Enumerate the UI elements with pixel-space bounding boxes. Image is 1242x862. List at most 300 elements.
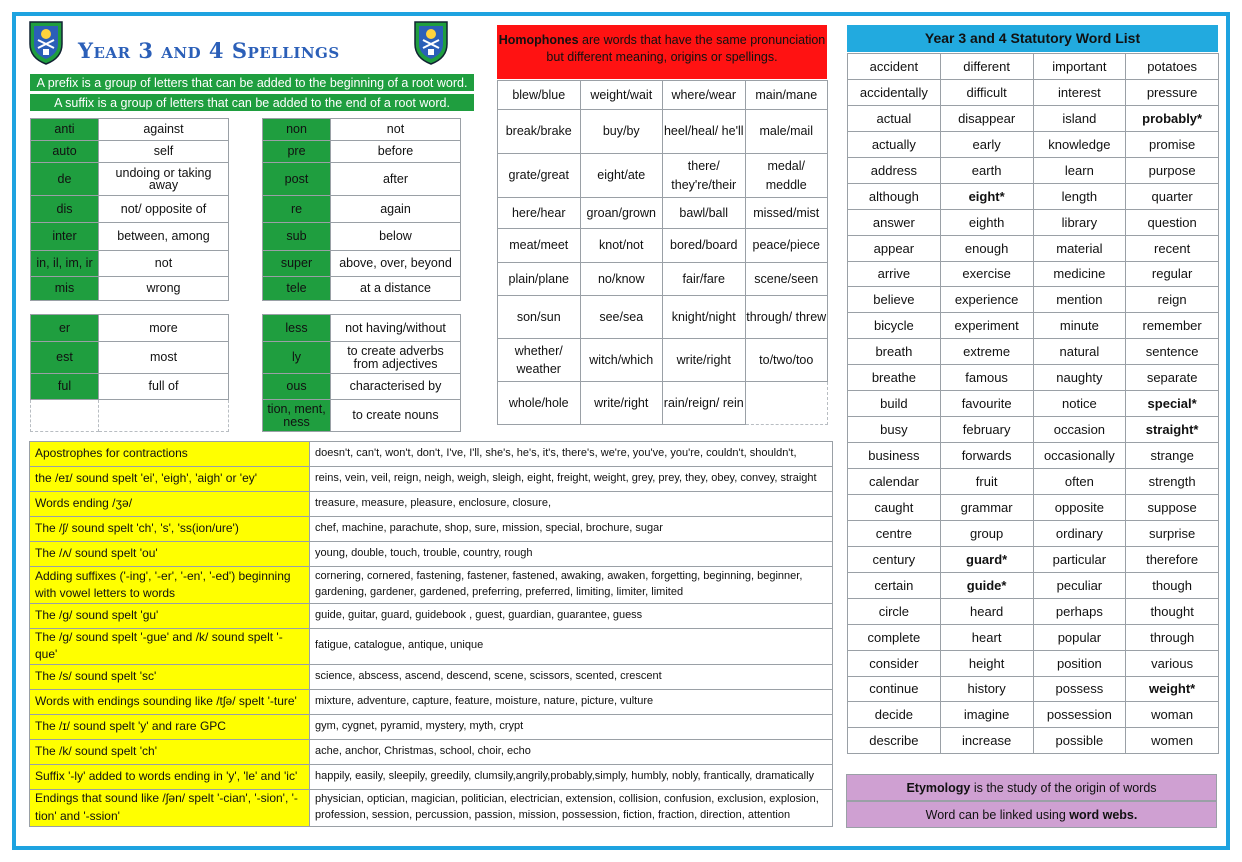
- statutory-word: eight*: [940, 183, 1033, 209]
- suffix-row-empty: [31, 400, 229, 432]
- homophone-pair: main/mane: [745, 81, 828, 110]
- prefix-affix: tele: [263, 277, 331, 301]
- prefix-affix: de: [31, 163, 99, 196]
- statutory-word: possible: [1033, 728, 1126, 754]
- prefix-row: [263, 141, 461, 163]
- statutory-word: potatoes: [1126, 54, 1219, 80]
- suffix-meaning: to create nouns: [331, 400, 461, 432]
- rule-description: Suffix '-ly' added to words ending in 'y', 'le' and 'ic': [30, 764, 310, 789]
- statutory-word: circle: [848, 598, 941, 624]
- rule-row: [30, 517, 833, 542]
- statutory-word: question: [1126, 209, 1219, 235]
- rule-examples: gym, cygnet, pyramid, mystery, myth, crypt: [310, 714, 833, 739]
- homophone-pair: meat/meet: [498, 229, 581, 263]
- statutory-row: [848, 572, 1219, 598]
- statutory-row: [848, 494, 1219, 520]
- etymology-definition: [846, 774, 1217, 801]
- homophone-pair: break/brake: [498, 110, 581, 154]
- suffix-meaning: to create adverbs from adjectives: [331, 342, 461, 374]
- rule-row: [30, 442, 833, 467]
- homophone-pair: missed/mist: [745, 198, 828, 229]
- prefix-row: [263, 196, 461, 223]
- statutory-word: grammar: [940, 494, 1033, 520]
- prefix-row: [31, 251, 229, 277]
- statutory-word: increase: [940, 728, 1033, 754]
- statutory-word: arrive: [848, 261, 941, 287]
- prefix-affix: mis: [31, 277, 99, 301]
- prefix-affix: anti: [31, 119, 99, 141]
- prefix-row: [31, 223, 229, 251]
- statutory-row: [848, 287, 1219, 313]
- prefix-meaning: after: [331, 163, 461, 196]
- statutory-word: straight*: [1126, 417, 1219, 443]
- statutory-word: peculiar: [1033, 572, 1126, 598]
- rule-description: Words ending /ʒə/: [30, 492, 310, 517]
- statutory-row: [848, 131, 1219, 157]
- statutory-row: [848, 105, 1219, 131]
- rule-description: The /g/ sound spelt '-gue' and /k/ sound spelt '-que': [30, 629, 310, 665]
- prefix-row: [263, 223, 461, 251]
- homophone-pair: plain/plane: [498, 263, 581, 296]
- statutory-word: build: [848, 391, 941, 417]
- statutory-row: [848, 676, 1219, 702]
- homophone-pair: male/mail: [745, 110, 828, 154]
- statutory-word: address: [848, 157, 941, 183]
- statutory-word: ordinary: [1033, 520, 1126, 546]
- statutory-row: [848, 339, 1219, 365]
- rule-examples: fatigue, catalogue, antique, unique: [310, 629, 833, 665]
- statutory-word: quarter: [1126, 183, 1219, 209]
- homophone-pair: no/know: [580, 263, 663, 296]
- statutory-row: [848, 702, 1219, 728]
- homophone-pair: write/right: [580, 382, 663, 425]
- homophone-pair: see/sea: [580, 296, 663, 339]
- prefix-meaning: below: [331, 223, 461, 251]
- homophones-table: [497, 80, 828, 425]
- statutory-row: [848, 261, 1219, 287]
- spelling-rules-table: [29, 441, 833, 827]
- statutory-word: difficult: [940, 79, 1033, 105]
- homophone-pair: [745, 382, 828, 425]
- rule-examples: treasure, measure, pleasure, enclosure, closure,: [310, 492, 833, 517]
- homophone-row: [498, 263, 828, 296]
- statutory-word: remember: [1126, 313, 1219, 339]
- rule-examples: reins, vein, veil, reign, neigh, weigh, sleigh, eight, freight, weight, grey, prey, they, obey, convey, straight: [310, 467, 833, 492]
- statutory-word: famous: [940, 365, 1033, 391]
- etymology-term: Etymology: [906, 781, 971, 795]
- statutory-word: library: [1033, 209, 1126, 235]
- suffix-meaning: full of: [99, 374, 229, 400]
- homophone-pair: here/hear: [498, 198, 581, 229]
- homophone-pair: son/sun: [498, 296, 581, 339]
- statutory-word: interest: [1033, 79, 1126, 105]
- homophone-pair: witch/which: [580, 339, 663, 382]
- homophone-pair: peace/piece: [745, 229, 828, 263]
- statutory-word: accident: [848, 54, 941, 80]
- homophone-pair: scene/seen: [745, 263, 828, 296]
- rule-description: The /ʃ/ sound spelt 'ch', 's', 'ss(ion/ure'): [30, 517, 310, 542]
- homophones-heading-term: Homophones: [498, 33, 579, 47]
- statutory-row: [848, 235, 1219, 261]
- statutory-word: minute: [1033, 313, 1126, 339]
- statutory-heading: Year 3 and 4 Statutory Word List: [847, 25, 1218, 52]
- suffix-affix: tion, ment, ness: [263, 400, 331, 432]
- rule-examples: doesn't, can't, won't, don't, I've, I'll, she's, he's, it's, there's, we're, you've, you're, couldn't, shouldn't,: [310, 442, 833, 467]
- rule-description: Words with endings sounding like /tʃə/ spelt '-ture': [30, 689, 310, 714]
- homophone-pair: eight/ate: [580, 154, 663, 198]
- rule-row: [30, 764, 833, 789]
- rule-row: [30, 689, 833, 714]
- rule-description: The /k/ sound spelt 'ch': [30, 739, 310, 764]
- homophone-row: [498, 81, 828, 110]
- homophone-pair: where/wear: [663, 81, 746, 110]
- statutory-word: february: [940, 417, 1033, 443]
- prefix-affix: post: [263, 163, 331, 196]
- homophone-pair: to/two/too: [745, 339, 828, 382]
- prefix-row: [263, 163, 461, 196]
- statutory-word: complete: [848, 624, 941, 650]
- statutory-word: important: [1033, 54, 1126, 80]
- prefix-row: [31, 119, 229, 141]
- prefix-affix: super: [263, 251, 331, 277]
- statutory-word: answer: [848, 209, 941, 235]
- statutory-word: weight*: [1126, 676, 1219, 702]
- statutory-word: purpose: [1126, 157, 1219, 183]
- homophone-pair: rain/reign/ rein: [663, 382, 746, 425]
- statutory-word: opposite: [1033, 494, 1126, 520]
- rule-description: The /s/ sound spelt 'sc': [30, 664, 310, 689]
- statutory-word: group: [940, 520, 1033, 546]
- rule-examples: happily, easily, sleepily, greedily, clumsily,angrily,probably,simply, humbly, nobly, frantically, dramatically: [310, 764, 833, 789]
- prefix-meaning: undoing or taking away: [99, 163, 229, 196]
- statutory-word: strength: [1126, 469, 1219, 495]
- statutory-word: natural: [1033, 339, 1126, 365]
- prefix-affix: auto: [31, 141, 99, 163]
- prefix-meaning: not/ opposite of: [99, 196, 229, 223]
- prefix-row: [31, 141, 229, 163]
- prefix-meaning: not: [331, 119, 461, 141]
- statutory-word: although: [848, 183, 941, 209]
- rule-examples: guide, guitar, guard, guidebook , guest, guardian, guarantee, guess: [310, 604, 833, 629]
- suffix-affix: less: [263, 315, 331, 342]
- statutory-row: [848, 183, 1219, 209]
- homophones-heading: [497, 25, 827, 79]
- prefix-table-left: [30, 118, 229, 301]
- prefix-row: [31, 277, 229, 301]
- word-web-note: [846, 801, 1217, 828]
- suffix-affix: er: [31, 315, 99, 342]
- rule-examples: science, abscess, ascend, descend, scene, scissors, scented, crescent: [310, 664, 833, 689]
- statutory-word: possess: [1033, 676, 1126, 702]
- statutory-word: earth: [940, 157, 1033, 183]
- statutory-word: accidentally: [848, 79, 941, 105]
- statutory-word: length: [1033, 183, 1126, 209]
- homophone-pair: through/ threw: [745, 296, 828, 339]
- rule-examples: mixture, adventure, capture, feature, moisture, nature, picture, vulture: [310, 689, 833, 714]
- statutory-word: though: [1126, 572, 1219, 598]
- statutory-word: fruit: [940, 469, 1033, 495]
- statutory-word: pressure: [1126, 79, 1219, 105]
- statutory-word: heard: [940, 598, 1033, 624]
- statutory-row: [848, 79, 1219, 105]
- statutory-word: probably*: [1126, 105, 1219, 131]
- suffix-affix: ous: [263, 374, 331, 400]
- homophone-pair: whether/ weather: [498, 339, 581, 382]
- statutory-row: [848, 443, 1219, 469]
- statutory-word: guard*: [940, 546, 1033, 572]
- rule-row: [30, 604, 833, 629]
- statutory-word: experiment: [940, 313, 1033, 339]
- prefix-meaning: against: [99, 119, 229, 141]
- statutory-row: [848, 598, 1219, 624]
- homophone-row: [498, 229, 828, 263]
- statutory-word: notice: [1033, 391, 1126, 417]
- prefix-meaning: not: [99, 251, 229, 277]
- statutory-word: disappear: [940, 105, 1033, 131]
- statutory-word: strange: [1126, 443, 1219, 469]
- prefix-affix: inter: [31, 223, 99, 251]
- statutory-row: [848, 469, 1219, 495]
- statutory-word-table: [847, 53, 1219, 754]
- empty-cell: [99, 400, 229, 432]
- statutory-word: appear: [848, 235, 941, 261]
- statutory-word: sentence: [1126, 339, 1219, 365]
- rule-description: Apostrophes for contractions: [30, 442, 310, 467]
- statutory-word: popular: [1033, 624, 1126, 650]
- suffix-meaning: most: [99, 342, 229, 374]
- statutory-row: [848, 209, 1219, 235]
- rule-examples: young, double, touch, trouble, country, rough: [310, 542, 833, 567]
- statutory-word: continue: [848, 676, 941, 702]
- prefix-table-right: [262, 118, 461, 301]
- rule-description: Endings that sound like /ʃən/ spelt '-cian', '-sion', '-tion' and '-ssion': [30, 789, 310, 826]
- prefix-affix: dis: [31, 196, 99, 223]
- homophone-pair: write/right: [663, 339, 746, 382]
- statutory-word: century: [848, 546, 941, 572]
- prefix-meaning: above, over, beyond: [331, 251, 461, 277]
- statutory-word: through: [1126, 624, 1219, 650]
- statutory-word: centre: [848, 520, 941, 546]
- suffix-meaning: characterised by: [331, 374, 461, 400]
- suffix-row: [31, 374, 229, 400]
- suffix-definition: A suffix is a group of letters that can be added to the end of a root word.: [29, 93, 475, 112]
- rule-row: [30, 664, 833, 689]
- suffix-row: [263, 400, 461, 432]
- statutory-row: [848, 157, 1219, 183]
- statutory-word: various: [1126, 650, 1219, 676]
- homophones-heading-definition: are words that have the same pronunciation but different meaning, origins or spellings.: [546, 33, 826, 64]
- homophone-pair: knight/night: [663, 296, 746, 339]
- rule-description: The /g/ sound spelt 'gu': [30, 604, 310, 629]
- homophone-pair: grate/great: [498, 154, 581, 198]
- statutory-word: naughty: [1033, 365, 1126, 391]
- statutory-word: heart: [940, 624, 1033, 650]
- statutory-word: position: [1033, 650, 1126, 676]
- statutory-word: consider: [848, 650, 941, 676]
- statutory-word: woman: [1126, 702, 1219, 728]
- homophone-pair: bored/board: [663, 229, 746, 263]
- statutory-word: material: [1033, 235, 1126, 261]
- prefix-meaning: self: [99, 141, 229, 163]
- statutory-word: caught: [848, 494, 941, 520]
- suffix-row: [263, 315, 461, 342]
- rule-row: [30, 629, 833, 665]
- statutory-word: knowledge: [1033, 131, 1126, 157]
- statutory-word: extreme: [940, 339, 1033, 365]
- statutory-word: enough: [940, 235, 1033, 261]
- prefix-meaning: between, among: [99, 223, 229, 251]
- statutory-row: [848, 546, 1219, 572]
- rule-description: the /eɪ/ sound spelt 'ei', 'eigh', 'aigh' or 'ey': [30, 467, 310, 492]
- statutory-word: experience: [940, 287, 1033, 313]
- rule-examples: chef, machine, parachute, shop, sure, mission, special, brochure, sugar: [310, 517, 833, 542]
- statutory-word: certain: [848, 572, 941, 598]
- statutory-word: favourite: [940, 391, 1033, 417]
- statutory-word: suppose: [1126, 494, 1219, 520]
- prefix-definition: A prefix is a group of letters that can be added to the beginning of a root word.: [29, 73, 475, 92]
- statutory-word: breathe: [848, 365, 941, 391]
- prefix-row: [31, 196, 229, 223]
- statutory-word: reign: [1126, 287, 1219, 313]
- statutory-row: [848, 391, 1219, 417]
- word-web-term: word webs.: [1069, 808, 1138, 822]
- statutory-row: [848, 650, 1219, 676]
- statutory-word: eighth: [940, 209, 1033, 235]
- statutory-row: [848, 624, 1219, 650]
- statutory-word: guide*: [940, 572, 1033, 598]
- statutory-word: recent: [1126, 235, 1219, 261]
- statutory-word: business: [848, 443, 941, 469]
- statutory-word: regular: [1126, 261, 1219, 287]
- statutory-word: women: [1126, 728, 1219, 754]
- statutory-word: different: [940, 54, 1033, 80]
- etymology-definition-text: is the study of the origin of words: [970, 781, 1157, 795]
- statutory-word: possession: [1033, 702, 1126, 728]
- statutory-word: height: [940, 650, 1033, 676]
- statutory-word: island: [1033, 105, 1126, 131]
- prefix-affix: pre: [263, 141, 331, 163]
- prefix-affix: in, il, im, ir: [31, 251, 99, 277]
- homophone-pair: medal/ meddle: [745, 154, 828, 198]
- homophone-row: [498, 339, 828, 382]
- suffix-table-left: [30, 314, 229, 432]
- prefix-row: [263, 277, 461, 301]
- rule-row: [30, 789, 833, 826]
- homophone-pair: whole/hole: [498, 382, 581, 425]
- prefix-affix: non: [263, 119, 331, 141]
- statutory-row: [848, 520, 1219, 546]
- prefix-meaning: before: [331, 141, 461, 163]
- prefix-row: [31, 163, 229, 196]
- suffix-row: [31, 315, 229, 342]
- statutory-word: often: [1033, 469, 1126, 495]
- empty-cell: [31, 400, 99, 432]
- statutory-word: busy: [848, 417, 941, 443]
- statutory-word: surprise: [1126, 520, 1219, 546]
- statutory-word: calendar: [848, 469, 941, 495]
- rule-row: [30, 467, 833, 492]
- rule-row: [30, 492, 833, 517]
- statutory-word: actual: [848, 105, 941, 131]
- statutory-row: [848, 365, 1219, 391]
- statutory-word: separate: [1126, 365, 1219, 391]
- statutory-word: breath: [848, 339, 941, 365]
- statutory-word: early: [940, 131, 1033, 157]
- rule-row: [30, 567, 833, 604]
- rule-row: [30, 542, 833, 567]
- rule-row: [30, 739, 833, 764]
- statutory-word: occasion: [1033, 417, 1126, 443]
- homophone-pair: blew/blue: [498, 81, 581, 110]
- suffix-row: [263, 374, 461, 400]
- statutory-word: particular: [1033, 546, 1126, 572]
- statutory-word: history: [940, 676, 1033, 702]
- suffix-row: [263, 342, 461, 374]
- rule-examples: cornering, cornered, fastening, fastener, fastened, awaking, awaken, forgetting, beginning, beginner, gardening, gardener, gardened, preferring, preferred, limiting, limiter, limited: [310, 567, 833, 604]
- suffix-affix: ful: [31, 374, 99, 400]
- prefix-row: [263, 251, 461, 277]
- homophone-row: [498, 154, 828, 198]
- statutory-word: believe: [848, 287, 941, 313]
- statutory-row: [848, 728, 1219, 754]
- statutory-word: imagine: [940, 702, 1033, 728]
- statutory-word: exercise: [940, 261, 1033, 287]
- statutory-word: promise: [1126, 131, 1219, 157]
- prefix-row: [263, 119, 461, 141]
- rule-description: The /ɪ/ sound spelt 'y' and rare GPC: [30, 714, 310, 739]
- school-crest-right-icon: [411, 18, 451, 66]
- prefix-meaning: again: [331, 196, 461, 223]
- homophone-pair: weight/wait: [580, 81, 663, 110]
- word-web-note-text: Word can be linked using: [925, 808, 1070, 822]
- statutory-word: perhaps: [1033, 598, 1126, 624]
- statutory-word: forwards: [940, 443, 1033, 469]
- school-crest-left-icon: [26, 18, 66, 66]
- homophone-pair: heel/heal/ he'll: [663, 110, 746, 154]
- homophone-pair: groan/grown: [580, 198, 663, 229]
- rule-examples: ache, anchor, Christmas, school, choir, echo: [310, 739, 833, 764]
- statutory-word: mention: [1033, 287, 1126, 313]
- statutory-word: special*: [1126, 391, 1219, 417]
- homophone-row: [498, 198, 828, 229]
- prefix-meaning: at a distance: [331, 277, 461, 301]
- statutory-word: therefore: [1126, 546, 1219, 572]
- suffix-meaning: not having/without: [331, 315, 461, 342]
- statutory-row: [848, 417, 1219, 443]
- statutory-word: medicine: [1033, 261, 1126, 287]
- homophone-pair: knot/not: [580, 229, 663, 263]
- rule-examples: physician, optician, magician, politician, electrician, extension, collision, confusion, exclusion, explosion, profession, session, percussion, passion, mission, possession, fiction, fraction, direction, attention: [310, 789, 833, 826]
- suffix-affix: est: [31, 342, 99, 374]
- statutory-row: [848, 313, 1219, 339]
- statutory-word: actually: [848, 131, 941, 157]
- prefix-affix: sub: [263, 223, 331, 251]
- homophone-pair: there/ they're/their: [663, 154, 746, 198]
- statutory-word: describe: [848, 728, 941, 754]
- suffix-row: [31, 342, 229, 374]
- statutory-word: decide: [848, 702, 941, 728]
- rule-row: [30, 714, 833, 739]
- prefix-affix: re: [263, 196, 331, 223]
- statutory-word: thought: [1126, 598, 1219, 624]
- homophone-pair: fair/fare: [663, 263, 746, 296]
- rule-description: The /ʌ/ sound spelt 'ou': [30, 542, 310, 567]
- statutory-word: occasionally: [1033, 443, 1126, 469]
- statutory-row: [848, 54, 1219, 80]
- statutory-word: learn: [1033, 157, 1126, 183]
- suffix-meaning: more: [99, 315, 229, 342]
- prefix-meaning: wrong: [99, 277, 229, 301]
